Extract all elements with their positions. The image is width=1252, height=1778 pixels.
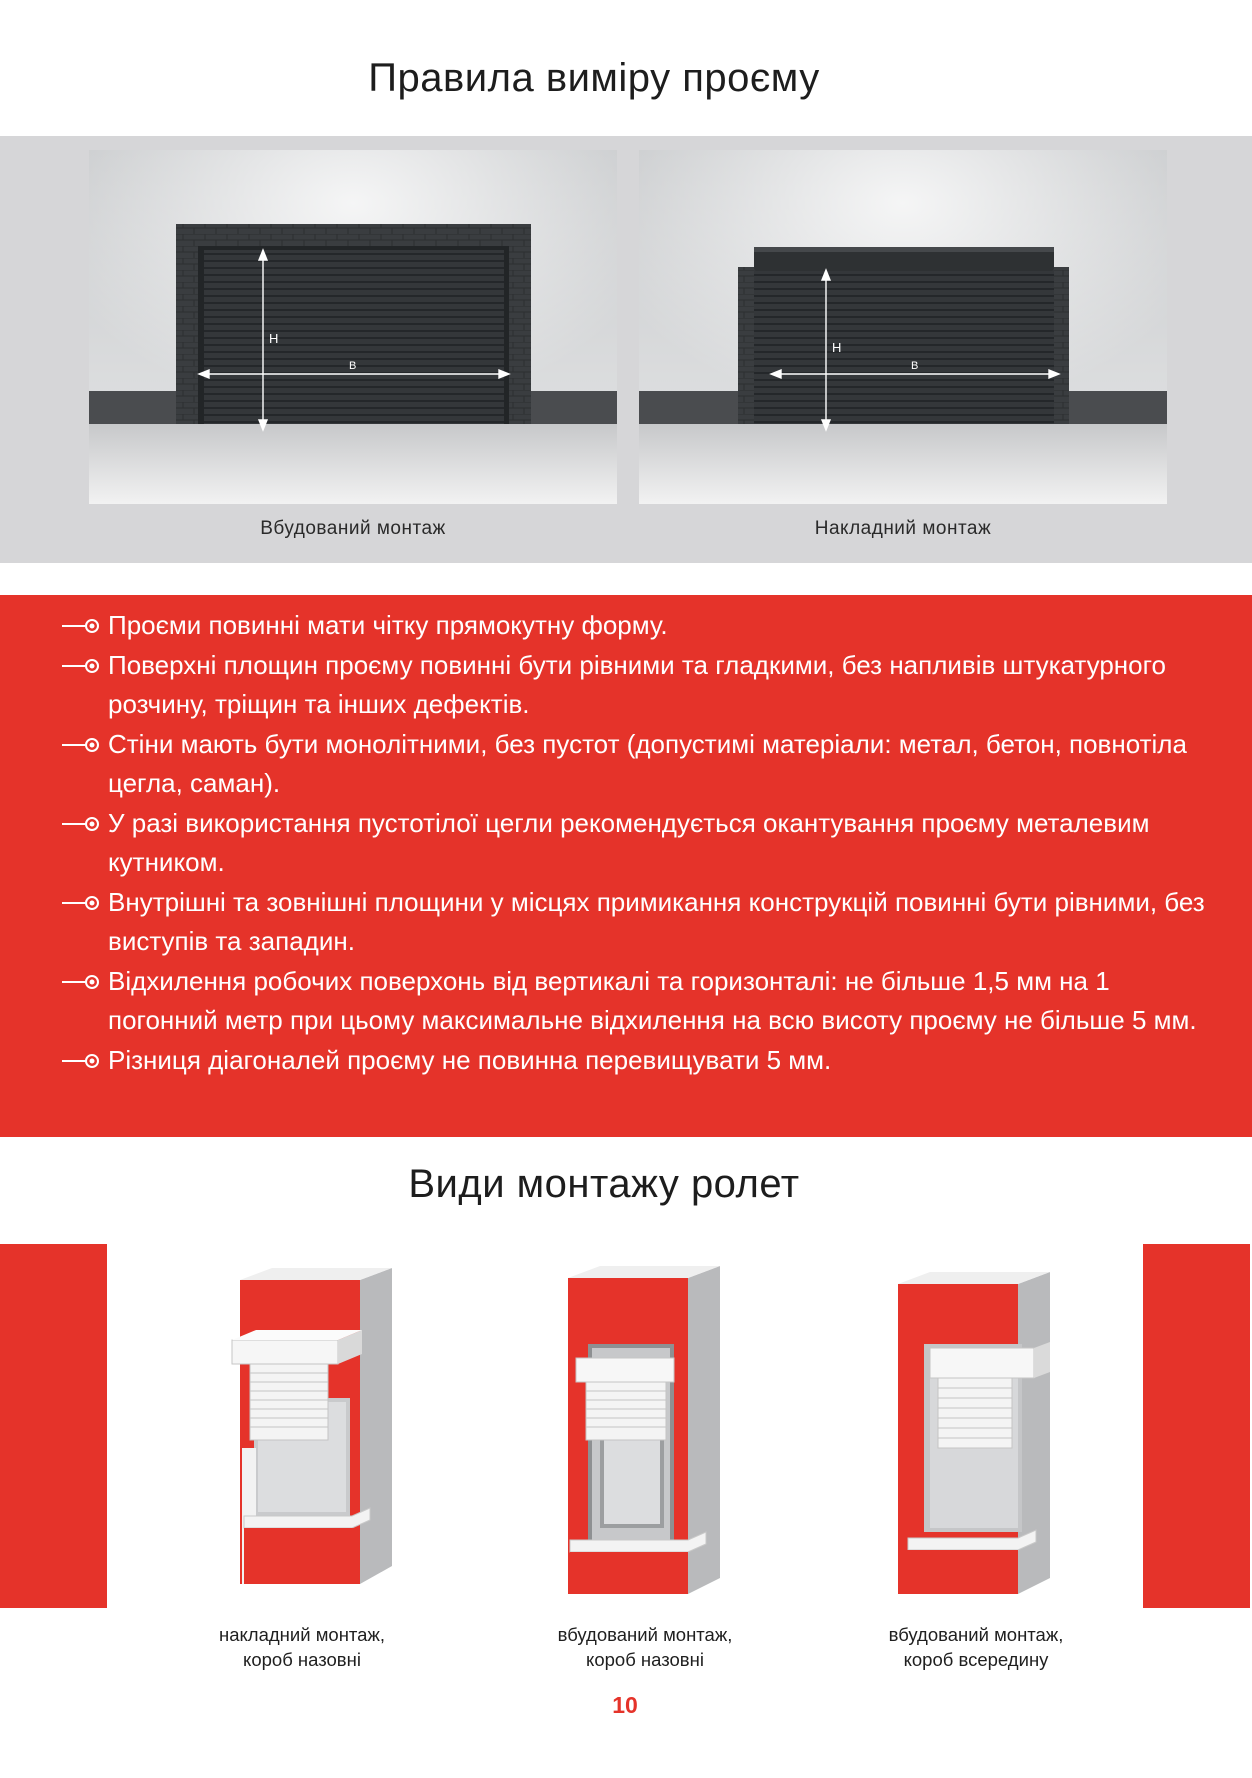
mount-caption: [515, 1622, 775, 1672]
width-label: В: [911, 360, 919, 372]
width-label: В: [349, 360, 357, 372]
mount-caption-line2: короб назовні: [586, 1649, 704, 1670]
rule-text: Відхилення робочих поверхонь від вертикалі та горизонталі: не більше 1,5 мм на 1 погонний метр при цьому максимальне відхилення на всю висоту проєму не більше 5 мм.: [108, 965, 1197, 1035]
bullet-arrow-icon: [62, 895, 102, 911]
mount-caption-line1: вбудований монтаж,: [888, 1624, 1064, 1645]
mount-caption: [846, 1622, 1106, 1672]
mount-caption-line1: накладний монтаж,: [218, 1624, 385, 1645]
decor-red-bar-left: [0, 1244, 107, 1608]
page-title-mounting-types: Види монтажу ролет: [408, 1162, 800, 1206]
bullet-arrow-icon: [62, 658, 102, 674]
height-label: Н: [269, 331, 279, 346]
bullet-arrow-icon: [62, 737, 102, 753]
photo-caption: Накладний монтаж: [814, 518, 992, 539]
height-label: Н: [832, 340, 842, 355]
rules-list: [62, 606, 1222, 1080]
rule-item: [62, 646, 1222, 725]
decor-red-bar-right: [1143, 1244, 1250, 1608]
rule-text: У разі використання пустотілої цегли рекомендується окантування проєму металевим кутником.: [108, 807, 1150, 877]
mount-caption: [172, 1622, 432, 1672]
mount-caption-line2: короб всередину: [903, 1649, 1049, 1670]
page-title-measurement: Правила виміру проєму: [368, 56, 820, 100]
rule-text: Внутрішні та зовнішні площини у місцях примикання конструкцій повинні бути рівними, без виступів та западин.: [108, 886, 1205, 956]
rule-item: [62, 883, 1222, 962]
rule-item: [62, 804, 1222, 883]
rule-item: [62, 962, 1222, 1041]
rule-item: [62, 725, 1222, 804]
illustration-overlay-box-outside: [192, 1248, 412, 1604]
rule-text: Поверхні площин проєму повинні бути рівними та гладкими, без напливів штукатурного розчину, тріщин та інших дефектів.: [108, 649, 1166, 719]
photo-built-in-mount: [89, 150, 617, 504]
illustration-built-in-box-outside: [530, 1248, 750, 1604]
rule-text: Різниця діагоналей проєму не повинна перевищувати 5 мм.: [108, 1044, 832, 1075]
rule-text: Проєми повинні мати чітку прямокутну форму.: [108, 610, 668, 640]
rule-text: Стіни мають бути монолітними, без пустот (допустимі матеріали: метал, бетон, повнотіла цегла, саман).: [108, 728, 1187, 798]
bullet-arrow-icon: [62, 974, 102, 990]
rule-item: [62, 1041, 1222, 1081]
rule-item: [62, 606, 1222, 646]
bullet-arrow-icon: [62, 816, 102, 832]
mount-caption-line1: вбудований монтаж,: [557, 1624, 733, 1645]
photo-overlay-mount: [639, 150, 1167, 504]
photo-caption: Вбудований монтаж: [260, 518, 446, 539]
mount-caption-line2: короб назовні: [243, 1649, 361, 1670]
illustration-built-in-box-inside: [868, 1248, 1088, 1604]
bullet-arrow-icon: [62, 1053, 102, 1069]
bullet-arrow-icon: [62, 618, 102, 634]
page-number: 10: [612, 1692, 638, 1718]
